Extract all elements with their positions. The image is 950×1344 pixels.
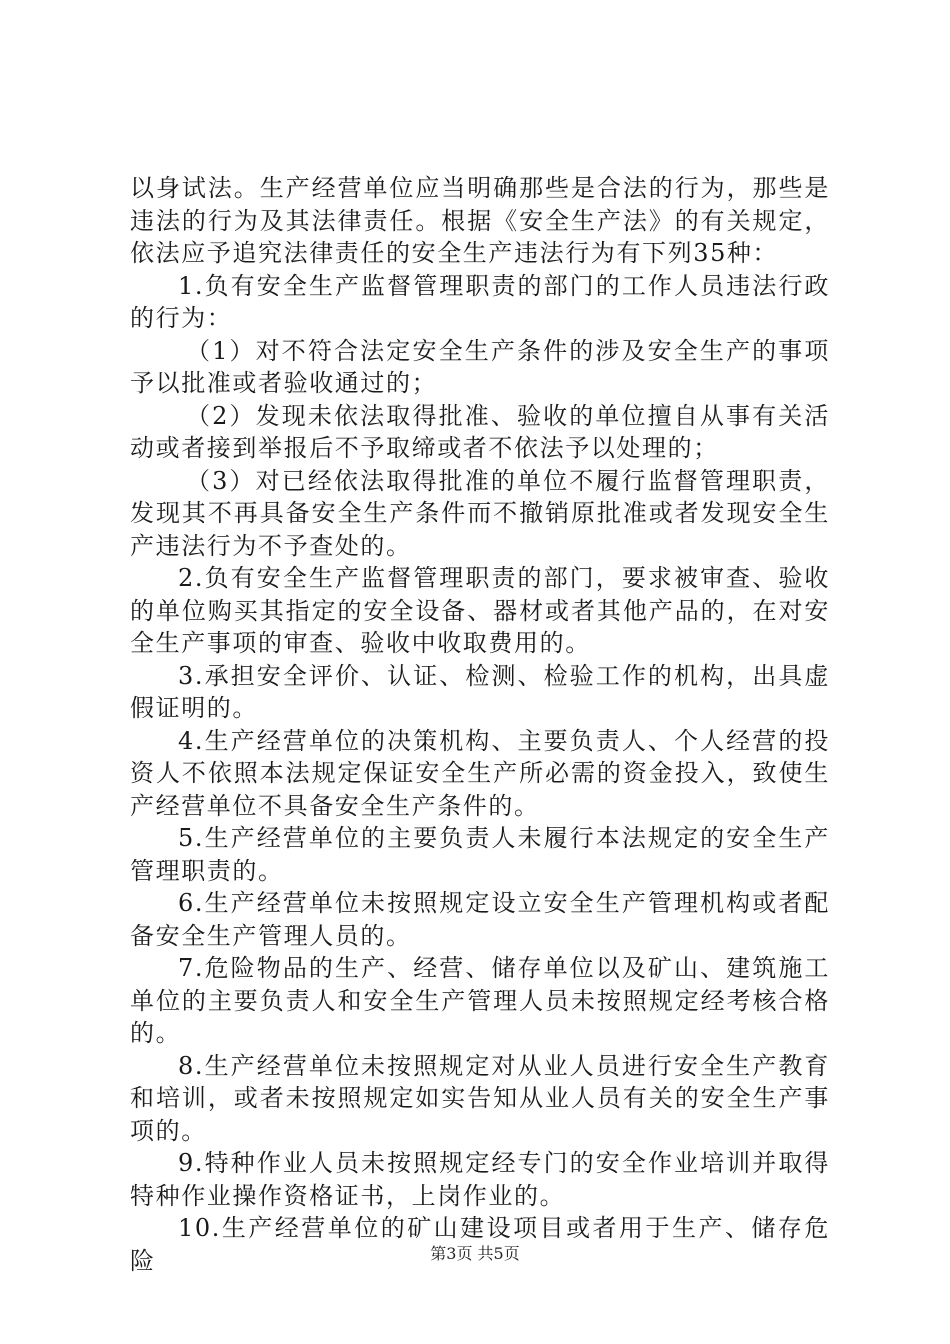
paragraph-item-5: 5.生产经营单位的主要负责人未履行本法规定的安全生产管理职责的。 <box>130 824 830 885</box>
paragraph-intro: 以身试法。生产经营单位应当明确那些是合法的行为，那些是违法的行为及其法律责任。根据《安全生产法》的有关规定，依法应予追究法律责任的安全生产违法行为有下列35种： <box>130 174 830 267</box>
paragraph-item-2: 2.负有安全生产监督管理职责的部门，要求被审查、验收的单位购买其指定的安全设备、器材或者其他产品的，在对安全生产事项的审查、验收中收取费用的。 <box>130 564 830 657</box>
paragraph-item-9: 9.特种作业人员未按照规定经专门的安全作业培训并取得特种作业操作资格证书，上岗作业的。 <box>130 1149 830 1210</box>
paragraph-item-7: 7.危险物品的生产、经营、储存单位以及矿山、建筑施工单位的主要负责人和安全生产管理人员未按照规定经考核合格的。 <box>130 954 830 1047</box>
paragraph-item-3: 3.承担安全评价、认证、检测、检验工作的机构，出具虚假证明的。 <box>130 661 830 722</box>
paragraph-item-6: 6.生产经营单位未按照规定设立安全生产管理机构或者配备安全生产管理人员的。 <box>130 889 830 950</box>
page-footer <box>0 1244 950 1264</box>
document-body <box>130 172 830 1277</box>
page-number-label: 第3页 共5页 <box>430 1244 520 1263</box>
paragraph-item-4: 4.生产经营单位的决策机构、主要负责人、个人经营的投资人不依照本法规定保证安全生产所必需的资金投入，致使生产经营单位不具备安全生产条件的。 <box>130 726 830 820</box>
paragraph-subitem-1: （1）对不符合法定安全生产条件的涉及安全生产的事项予以批准或者验收通过的； <box>130 336 830 397</box>
paragraph-item-10: 10.生产经营单位的矿山建设项目或者用于生产、储存危险 <box>130 1214 830 1275</box>
paragraph-subitem-3: （3）对已经依法取得批准的单位不履行监督管理职责，发现其不再具备安全生产条件而不撤销原批准或者发现安全生产违法行为不予查处的。 <box>130 466 830 560</box>
paragraph-item-8: 8.生产经营单位未按照规定对从业人员进行安全生产教育和培训，或者未按照规定如实告知从业人员有关的安全生产事项的。 <box>130 1051 830 1145</box>
paragraph-subitem-2: （2）发现未依法取得批准、验收的单位擅自从事有关活动或者接到举报后不予取缔或者不依法予以处理的； <box>130 401 830 462</box>
paragraph-item-1: 1.负有安全生产监督管理职责的部门的工作人员违法行政的行为： <box>130 271 830 332</box>
